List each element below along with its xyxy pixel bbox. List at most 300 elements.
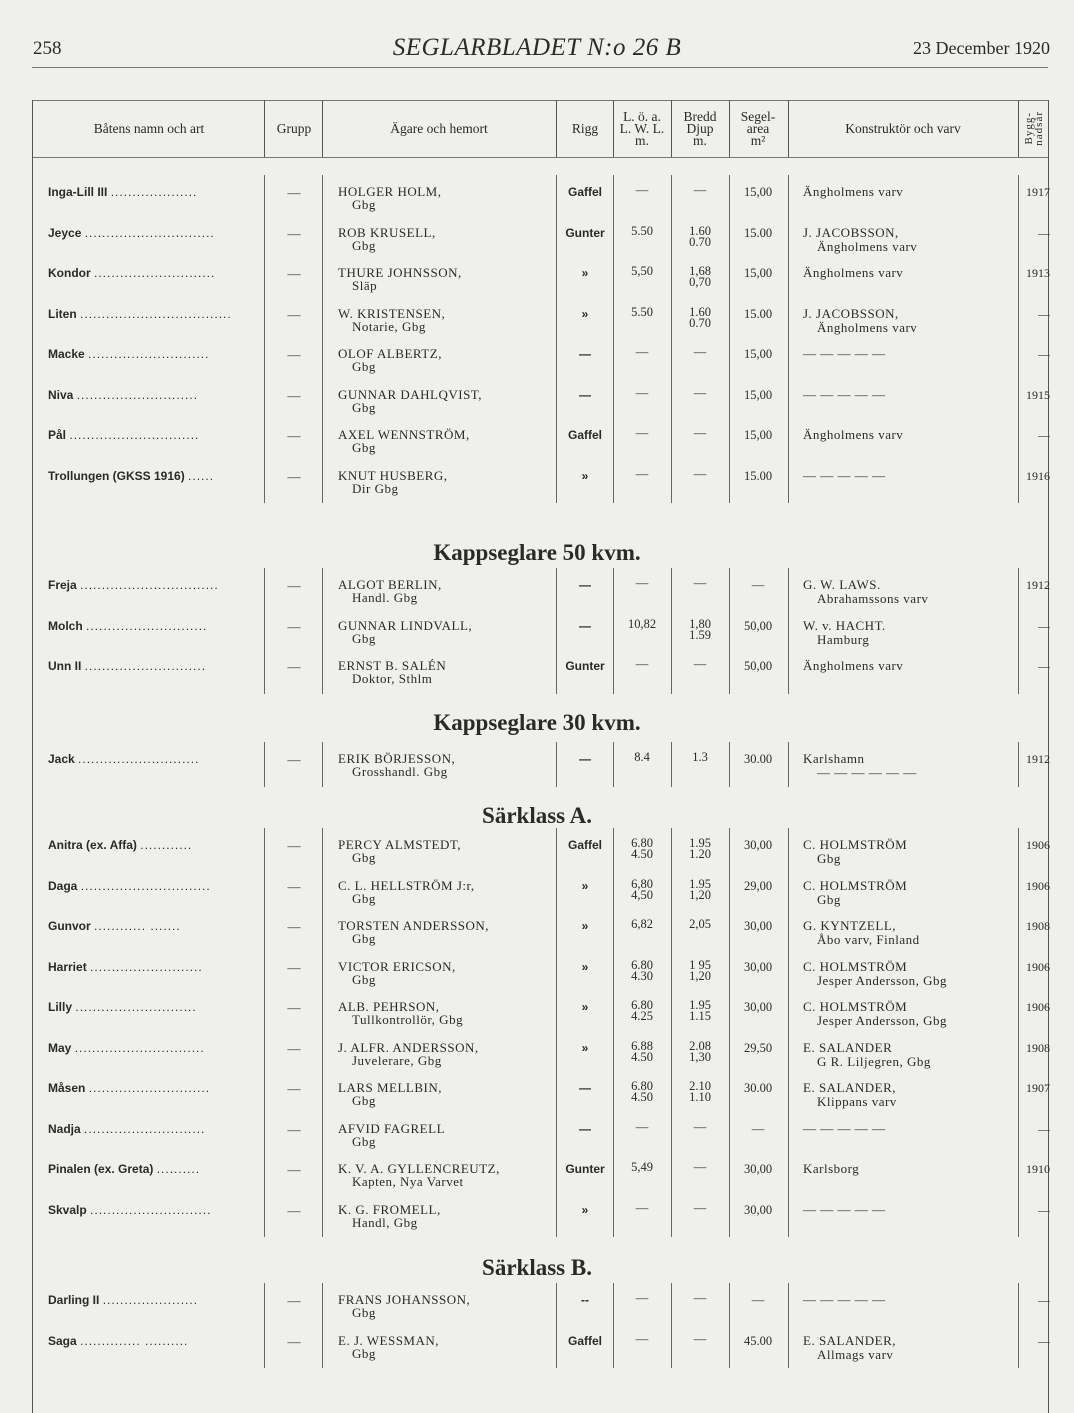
build-year: — — [1038, 306, 1050, 321]
leader-dots: .............. .......... — [80, 1333, 189, 1348]
bredd-value — [672, 1000, 728, 1022]
rigg-value: — — [579, 752, 591, 766]
bredd-beam: 1.3 — [692, 750, 708, 764]
grupp-value: — — [287, 1081, 301, 1096]
bredd-value — [672, 1200, 728, 1215]
table-row — [0, 385, 1074, 428]
sail-area-value: 45.00 — [743, 1333, 773, 1348]
boat-name — [48, 752, 260, 766]
boat-name — [48, 307, 260, 321]
shipyard: Jesper Andersson, Gbg — [817, 1013, 948, 1028]
bredd-label-1: Bredd — [683, 108, 717, 124]
loa-value — [614, 876, 670, 902]
loa-oa: — — [635, 183, 649, 197]
column-divider — [264, 100, 265, 157]
owner — [338, 879, 558, 905]
loa-wl: 4.25 — [631, 1009, 653, 1023]
designer — [803, 1293, 1013, 1307]
loa-oa: — — [635, 576, 649, 590]
bredd-draft: 0,70 — [689, 275, 711, 289]
designer — [803, 347, 1013, 361]
bredd-value — [672, 578, 728, 589]
sail-area-value: 29,50 — [743, 1040, 773, 1055]
sail-area-value: 15.00 — [743, 306, 773, 321]
table-row — [0, 876, 1074, 919]
table-row — [0, 1038, 1074, 1081]
owner-name: THURE JOHNSSON, — [338, 265, 462, 280]
boat-name — [48, 1203, 260, 1217]
loa-oa: 6,82 — [631, 917, 653, 931]
build-year: 1915 — [1026, 387, 1050, 402]
owner-name: OLOF ALBERTZ, — [338, 346, 442, 361]
page-number: 258 — [33, 38, 62, 59]
bredd-value — [672, 223, 728, 249]
owner-location: Gbg — [352, 359, 376, 374]
table-row — [0, 616, 1074, 659]
boat-name — [48, 469, 260, 483]
owner — [338, 960, 558, 986]
build-year: — — [1038, 618, 1050, 633]
loa-value — [614, 1000, 670, 1022]
owner — [338, 1122, 558, 1148]
leader-dots: ............................ — [84, 1121, 206, 1136]
rigg-value: Gunter — [565, 659, 605, 673]
owner-location: Gbg — [352, 440, 376, 455]
rigg-value: — — [579, 387, 591, 402]
rigg-value: Gunter — [565, 1162, 605, 1176]
bredd-beam: — — [693, 385, 707, 400]
table-row — [0, 347, 1074, 387]
shipyard: G R. Liljegren, Gbg — [817, 1053, 931, 1069]
grupp-value: — — [287, 387, 301, 403]
shipyard: Allmags varv — [817, 1346, 894, 1362]
shipyard: Klippans varv — [817, 1094, 897, 1109]
rigg-value: » — [581, 306, 589, 321]
build-year: 1906 — [1026, 838, 1050, 852]
loa-oa: — — [635, 657, 649, 671]
sail-area-value: 15.00 — [743, 225, 773, 240]
bredd-beam: 2,05 — [689, 917, 711, 931]
designer — [803, 838, 1013, 866]
boat-name — [48, 347, 260, 361]
bredd-value — [672, 1293, 728, 1304]
designer — [803, 266, 1013, 280]
boat-name-text: Pål — [48, 428, 67, 442]
boat-name-text: Darling II — [48, 1293, 100, 1307]
build-year: — — [1038, 347, 1050, 361]
owner — [338, 388, 558, 414]
grupp-value: — — [287, 347, 301, 362]
designer-name: — — — — — — [803, 346, 886, 361]
designer-name: J. JACOBSSON, — [803, 305, 899, 321]
designer-name: G. KYNTZELL, — [803, 918, 897, 933]
boat-name — [48, 185, 260, 199]
boat-name — [48, 266, 260, 280]
table-row — [0, 304, 1074, 347]
boat-name — [48, 1041, 260, 1055]
boat-name — [48, 1293, 260, 1307]
boat-name — [48, 838, 260, 852]
designer-name: J. JACOBSSON, — [803, 224, 899, 240]
table-row — [0, 752, 1074, 792]
designer-name: G. W. LAWS. — [803, 577, 881, 592]
bredd-value — [672, 919, 728, 930]
sail-area-value: 30,00 — [743, 959, 773, 974]
sail-area-value: — — [751, 578, 765, 592]
column-header-rigg: Rigg — [571, 120, 599, 136]
grupp-value: — — [287, 959, 301, 975]
bredd-beam: — — [693, 345, 707, 359]
boat-name-text: Macke — [48, 347, 85, 361]
table-row — [0, 578, 1074, 618]
column-divider — [556, 100, 557, 157]
designer — [803, 1122, 1013, 1136]
owner-name: VICTOR ERICSON, — [338, 958, 456, 974]
owner-name: GUNNAR LINDVALL, — [338, 617, 473, 633]
table-header-rule — [32, 157, 1048, 158]
bredd-draft: 1.10 — [689, 1090, 711, 1104]
designer — [803, 428, 1013, 442]
rigg-value: -- — [581, 1293, 589, 1307]
bredd-value — [672, 304, 728, 330]
owner-location: Gbg — [352, 1093, 376, 1108]
table-row — [0, 1081, 1074, 1121]
loa-oa: 8.4 — [634, 750, 650, 764]
owner — [338, 469, 558, 495]
shipyard: Abrahamssons varv — [817, 591, 929, 606]
owner-location: Gbg — [352, 1345, 376, 1361]
sail-area-value: 50,00 — [743, 659, 773, 673]
owner — [338, 1000, 558, 1026]
sail-area-value: 30.00 — [743, 752, 773, 766]
column-header-grupp: Grupp — [276, 120, 312, 136]
loa-wl: 4.50 — [631, 1090, 653, 1104]
build-year: 1908 — [1026, 1040, 1050, 1055]
boat-name — [48, 919, 260, 933]
owner-location: Juvelerare, Gbg — [352, 1052, 442, 1068]
owner-location: Gbg — [352, 890, 376, 906]
column-header-bredd — [672, 100, 728, 157]
table-row — [0, 1293, 1074, 1333]
boat-name-text: Molch — [48, 618, 83, 633]
designer — [803, 1203, 1013, 1217]
owner-location: Handl. Gbg — [352, 590, 418, 605]
owner-location: Grosshandl. Gbg — [352, 764, 448, 779]
owner — [338, 919, 558, 945]
loa-value — [614, 185, 670, 196]
grupp-value: — — [287, 578, 301, 593]
leader-dots: .................... — [110, 185, 198, 199]
grupp-value: — — [287, 468, 301, 484]
bredd-beam: — — [693, 657, 707, 671]
owner-location: Släp — [352, 278, 378, 293]
designer — [803, 469, 1013, 483]
table-row — [0, 1331, 1074, 1374]
build-year: 1916 — [1026, 468, 1050, 483]
loa-oa: 6.80 — [631, 836, 653, 850]
table-row — [0, 466, 1074, 509]
boat-name-text: Freja — [48, 578, 77, 592]
owner-location: Handl, Gbg — [352, 1214, 418, 1230]
column-header-konstruktor: Konstruktör och varv — [845, 120, 961, 136]
bredd-beam: 1,80 — [689, 616, 711, 631]
owner — [338, 1041, 558, 1067]
designer — [803, 307, 1013, 335]
bredd-draft: 1.59 — [689, 627, 711, 642]
sail-area-value: 29,00 — [743, 878, 773, 893]
boat-name — [48, 1334, 260, 1348]
boat-name-text: Daga — [48, 878, 78, 893]
rigg-value: — — [579, 618, 591, 633]
bredd-beam: — — [693, 576, 707, 590]
bredd-beam: 1.95 — [689, 836, 711, 850]
designer-name: C. HOLMSTRÖM — [803, 958, 908, 974]
loa-label-2: L. W. L. — [619, 120, 665, 136]
grupp-value: — — [287, 266, 301, 281]
table-row — [0, 1162, 1074, 1202]
rigg-value: » — [581, 959, 589, 974]
boat-name — [48, 879, 260, 893]
bredd-beam: 2.08 — [689, 1038, 711, 1053]
rigg-value: Gunter — [565, 225, 605, 240]
designer — [803, 619, 1013, 647]
loa-value — [614, 1331, 670, 1346]
bredd-beam: — — [693, 1119, 707, 1134]
boat-name-text: Inga-Lill III — [48, 185, 108, 199]
shipyard: — — — — — — — [817, 765, 917, 780]
owner-location: Gbg — [352, 237, 376, 253]
owner-location: Gbg — [352, 850, 376, 865]
column-divider — [322, 100, 323, 157]
designer-name: — — — — — — [803, 1292, 886, 1307]
bredd-value — [672, 385, 728, 400]
boat-name — [48, 619, 260, 633]
bredd-draft: 1.15 — [689, 1009, 711, 1023]
grupp-value: — — [287, 1162, 301, 1177]
boat-name-text: Gunvor — [48, 919, 91, 933]
leader-dots: ............................ — [90, 1202, 212, 1217]
grupp-value: — — [287, 659, 301, 674]
bredd-draft: 0.70 — [689, 234, 711, 249]
area-label-2: area — [746, 120, 770, 136]
bredd-value — [672, 266, 728, 288]
table-row — [0, 185, 1074, 225]
owner — [338, 185, 558, 211]
bredd-beam: — — [693, 183, 707, 197]
bredd-draft: 0.70 — [689, 315, 711, 330]
boat-name-text: Unn II — [48, 659, 82, 673]
owner-location: Kapten, Nya Varvet — [352, 1174, 464, 1189]
designer-name: Ängholmens varv — [803, 184, 904, 199]
loa-oa: — — [635, 466, 649, 481]
loa-value — [614, 578, 670, 589]
grupp-value: — — [287, 225, 301, 241]
designer-name: Karlshamn — [803, 751, 865, 766]
owner-location: Gbg — [352, 931, 376, 946]
shipyard: Gbg — [817, 851, 841, 866]
column-header-owner: Ägare och hemort — [390, 120, 488, 136]
leader-dots: ............................ — [75, 1000, 197, 1014]
designer — [803, 1000, 1013, 1028]
bredd-value — [672, 1119, 728, 1134]
loa-value — [614, 347, 670, 358]
loa-oa: 6.80 — [631, 957, 653, 972]
owner — [338, 428, 558, 454]
bredd-value — [672, 185, 728, 196]
bredd-draft: 1,20 — [689, 968, 711, 983]
bredd-value — [672, 1038, 728, 1064]
loa-oa: 6,80 — [631, 876, 653, 891]
rigg-value: » — [581, 1040, 589, 1055]
boat-name-text: Pinalen (ex. Greta) — [48, 1162, 154, 1176]
column-divider — [788, 100, 789, 157]
owner — [338, 307, 558, 333]
bredd-beam: — — [693, 1200, 707, 1215]
build-year: 1917 — [1026, 185, 1050, 199]
boat-name-text: May — [48, 1040, 72, 1055]
designer-name: Ängholmens varv — [803, 265, 904, 280]
rigg-value: » — [581, 468, 589, 483]
boat-name-text: Nadja — [48, 1121, 81, 1136]
designer — [803, 1081, 1013, 1109]
loa-value — [614, 223, 670, 238]
loa-value — [614, 304, 670, 319]
owner — [338, 1203, 558, 1229]
build-year: 1906 — [1026, 1000, 1050, 1014]
owner-name: FRANS JOHANSSON, — [338, 1292, 471, 1307]
leader-dots: .............................. — [80, 878, 211, 893]
bredd-beam: 1.95 — [689, 876, 711, 891]
owner — [338, 752, 558, 778]
leader-dots: .............................. — [74, 1040, 205, 1055]
year-label-2: nadsår — [1033, 111, 1045, 146]
grupp-value: — — [287, 1000, 301, 1015]
designer-name: C. HOLMSTRÖM — [803, 999, 908, 1014]
sail-area-value: 15,00 — [743, 266, 773, 280]
boat-name-text: Lilly — [48, 1000, 73, 1014]
owner — [338, 226, 558, 252]
bredd-value — [672, 616, 728, 642]
boat-name — [48, 388, 260, 402]
bredd-beam: 1.60 — [689, 304, 711, 319]
rigg-value: Gaffel — [567, 838, 602, 852]
loa-oa: — — [635, 385, 649, 400]
build-year: — — [1038, 1293, 1050, 1307]
designer — [803, 1334, 1013, 1362]
loa-value — [614, 466, 670, 481]
shipyard: Jesper Andersson, Gbg — [817, 972, 948, 988]
bredd-beam: 1,68 — [689, 264, 711, 278]
leader-dots: .............................. — [69, 428, 200, 442]
owner-name: ALB. PEHRSON, — [338, 999, 440, 1014]
build-year: 1910 — [1026, 1162, 1050, 1176]
bredd-label-3: m. — [693, 132, 707, 148]
boat-name-text: Skvalp — [48, 1202, 87, 1217]
owner — [338, 659, 558, 685]
loa-oa: — — [635, 1119, 649, 1134]
sail-area-value: 30,00 — [743, 1000, 773, 1014]
rigg-value: » — [581, 1000, 589, 1014]
loa-value — [614, 919, 670, 930]
owner-location: Gbg — [352, 971, 376, 987]
area-label-1: Segel- — [740, 108, 776, 124]
build-year: — — [1038, 225, 1050, 240]
bredd-label-2: Djup — [686, 120, 714, 136]
owner-name: C. L. HELLSTRÖM J:r, — [338, 877, 475, 893]
rigg-value: Gaffel — [567, 185, 602, 199]
leader-dots: ............................ — [88, 347, 210, 361]
build-year: — — [1038, 1121, 1050, 1136]
loa-label-3: m. — [635, 132, 649, 148]
owner-name: K. V. A. GYLLENCREUTZ, — [338, 1161, 500, 1176]
owner-name: AFVID FAGRELL — [338, 1120, 446, 1136]
boat-name — [48, 428, 260, 442]
designer — [803, 879, 1013, 907]
loa-value — [614, 1081, 670, 1103]
bredd-beam: — — [693, 466, 707, 481]
owner — [338, 1162, 558, 1188]
designer — [803, 388, 1013, 402]
grupp-value: — — [287, 428, 301, 443]
leader-dots: ............ ....... — [94, 919, 181, 933]
designer — [803, 659, 1013, 673]
bredd-value — [672, 1162, 728, 1173]
boat-name-text: Jack — [48, 752, 75, 766]
owner — [338, 838, 558, 864]
loa-oa: 5.50 — [631, 304, 653, 319]
grupp-value: — — [287, 752, 301, 767]
owner — [338, 578, 558, 604]
designer — [803, 919, 1013, 947]
owner-location: Doktor, Sthlm — [352, 671, 433, 686]
leader-dots: ...... — [188, 468, 215, 483]
designer-name: E. SALANDER — [803, 1039, 893, 1055]
grupp-value: — — [287, 618, 301, 634]
rigg-value: » — [581, 266, 589, 280]
loa-value — [614, 838, 670, 860]
boat-name-text: Saga — [48, 1333, 77, 1348]
grupp-value: — — [287, 1202, 301, 1218]
owner-location: Tullkontrollör, Gbg — [352, 1012, 464, 1027]
designer-name: Karlsborg — [803, 1161, 860, 1176]
bredd-beam: 1.95 — [689, 998, 711, 1012]
leader-dots: ...................... — [102, 1293, 199, 1307]
owner — [338, 1334, 558, 1360]
header-rule — [32, 67, 1048, 68]
leader-dots: ............................ — [76, 387, 199, 402]
bredd-value — [672, 428, 728, 439]
sail-area-value: 30,00 — [743, 919, 773, 933]
build-year: 1912 — [1026, 578, 1050, 592]
column-header-year — [1020, 100, 1048, 157]
rigg-value: » — [581, 878, 589, 893]
owner-name: GUNNAR DAHLQVIST, — [338, 386, 483, 402]
build-year: — — [1038, 428, 1050, 442]
loa-value — [614, 616, 670, 631]
table-row — [0, 957, 1074, 1000]
loa-value — [614, 1162, 670, 1173]
loa-value — [614, 659, 670, 670]
designer — [803, 226, 1013, 254]
designer-name: E. SALANDER, — [803, 1080, 897, 1095]
sail-area-value: 15.00 — [743, 468, 773, 483]
owner-location: Dir Gbg — [352, 480, 399, 496]
grupp-value: — — [287, 185, 301, 200]
owner-location: Gbg — [352, 1133, 376, 1149]
leader-dots: ............................ — [88, 1081, 211, 1095]
designer-name: C. HOLMSTRÖM — [803, 837, 908, 852]
grupp-value: — — [287, 1040, 301, 1056]
